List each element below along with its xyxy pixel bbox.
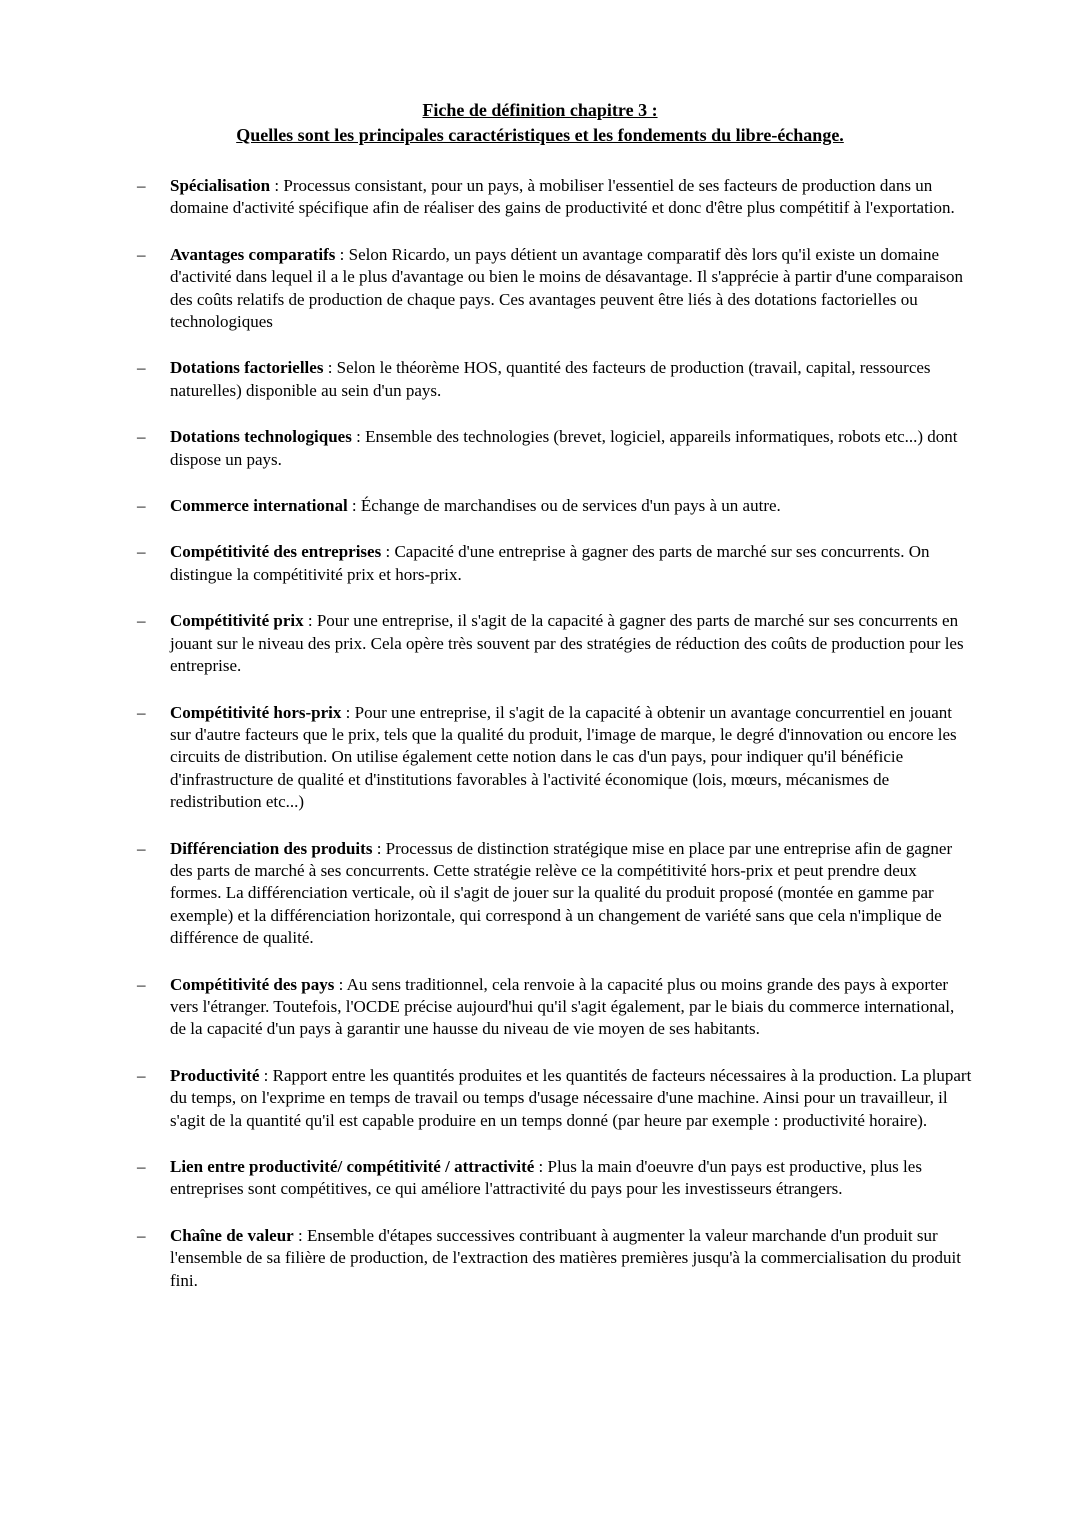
term-separator: : (341, 702, 355, 722)
definition-term: Chaîne de valeur (170, 1225, 294, 1245)
definition-item (137, 1156, 972, 1201)
definition-text: Au sens traditionnel, cela renvoie à la capacité plus ou moins grande des pays à exporter vers l'étranger. Toutefois, l'OCDE précise aujourd'hui qu'il s'agit également, par le biais du commerce international, de la capacité d'un pays à garantir une hausse du niveau de vie moyen de ses habitants. (170, 974, 955, 1039)
document-title (0, 98, 1080, 148)
dash-bullet: – (137, 427, 146, 447)
definition-text: Rapport entre les quantités produites et les quantités de facteurs nécessaires à la production. La plupart du temps, on l'exprime en temps de travail ou temps d'usage nécessaire d'une machine. Ainsi pour un travailleur, il s'agit de la quantité qu'il est capable produire en un temps donné (par heure par exemple : productivité horaire). (170, 1065, 972, 1130)
definition-term: Commerce international (170, 496, 348, 516)
term-separator: : (534, 1157, 548, 1176)
definition-item (137, 541, 972, 586)
definition-text: Échange de marchandises ou de services d'un pays à un autre. (360, 496, 781, 516)
definition-text: Processus de distinction stratégique mise en place par une entreprise afin de gagner des parts de marché à ses concurrents. Cette stratégie relève ce la compétitivité hors-prix et peut prendre deux formes. La différenciation verticale, où il s'agit de jouer sur la qualité du produit proposé (montée en gamme par exemple) et la différenciation horizontale, qui correspond à un changement de variété sans que cela n'implique de différence de qualité. (170, 838, 953, 948)
dash-bullet: – (137, 1157, 146, 1176)
dash-bullet: – (137, 611, 146, 631)
definition-term: Différenciation des produits (170, 838, 373, 858)
title-line-2: Quelles sont les principales caractéristiques et les fondements du libre-échange. (236, 125, 844, 145)
term-separator: : (372, 838, 386, 858)
term-separator: : (259, 1065, 273, 1085)
definition-text: Plus la main d'oeuvre d'un pays est productive, plus les entreprises sont compétitives, ce qui améliore l'attractivité du pays pour les investisseurs étrangers. (170, 1157, 922, 1199)
definition-item (137, 1225, 972, 1292)
dash-bullet: – (137, 1065, 146, 1085)
definition-text: Processus consistant, pour un pays, à mobiliser l'essentiel de ses facteurs de production dans un domaine d'activité spécifique afin de réaliser des gains de productivité et donc d'être plus compétitif à l'exportation. (170, 176, 955, 218)
definition-item (137, 610, 972, 677)
definition-item (137, 175, 972, 220)
definition-text: Selon Ricardo, un pays détient un avantage comparatif dès lors qu'il existe un domaine d'activité dans lequel il a le plus d'avantage ou bien le moins de désavantage. Il s'apprécie à partir d'une comparaison des coûts relatifs de production de chaque pays. Ces avantages peuvent être liés à des dotations factorielles ou technologiques (170, 244, 964, 332)
definition-text: Ensemble des technologies (brevet, logiciel, appareils informatiques, robots etc...) dont dispose un pays. (170, 427, 958, 469)
dash-bullet: – (137, 1225, 146, 1245)
definition-item (137, 357, 972, 402)
term-separator: : (270, 176, 284, 195)
definition-item (137, 426, 972, 471)
term-separator: : (347, 496, 361, 516)
definition-term: Compétitivité des entreprises (170, 542, 382, 562)
definition-term: Dotations factorielles (170, 358, 324, 378)
dash-bullet: – (137, 702, 146, 722)
definition-term: Spécialisation (170, 176, 271, 195)
definition-item (137, 974, 972, 1041)
dash-bullet: – (137, 244, 146, 264)
definitions-list (137, 175, 972, 1292)
term-separator: : (323, 358, 337, 378)
term-separator: : (334, 974, 347, 994)
definition-item (137, 1065, 972, 1132)
dash-bullet: – (137, 542, 146, 562)
dash-bullet: – (137, 176, 146, 195)
definition-item (137, 702, 972, 814)
term-separator: : (381, 542, 395, 562)
definition-term: Compétitivité hors-prix (170, 702, 342, 722)
definition-term: Productivité (170, 1065, 260, 1085)
term-separator: : (303, 611, 317, 631)
definition-term: Lien entre productivité/ compétitivité / attractivité (170, 1157, 535, 1176)
definition-term: Compétitivité prix (170, 611, 304, 631)
definition-text: Selon le théorème HOS, quantité des facteurs de production (travail, capital, ressources naturelles) disponible au sein d'un pays. (170, 358, 931, 400)
dash-bullet: – (137, 358, 146, 378)
definition-term: Dotations technologiques (170, 427, 352, 447)
title-line-1: Fiche de définition chapitre 3 : (422, 100, 658, 120)
definition-text: Pour une entreprise, il s'agit de la capacité à gagner des parts de marché sur ses concurrents en jouant sur le niveau des prix. Cela opère très souvent par des stratégies de réduction des coûts de production pour les entreprise. (170, 611, 964, 676)
definition-text: Ensemble d'étapes successives contribuant à augmenter la valeur marchande d'un produit sur l'ensemble de sa filière de production, de l'extraction des matières premières jusqu'à la commercialisation du produit fini. (170, 1225, 961, 1290)
term-separator: : (351, 427, 366, 447)
term-separator: : (335, 244, 349, 264)
term-separator: : (293, 1225, 307, 1245)
definition-item (137, 244, 972, 334)
definition-text: Capacité d'une entreprise à gagner des parts de marché sur ses concurrents. On distingue la compétitivité prix et hors-prix. (170, 542, 930, 584)
definition-term: Avantages comparatifs (170, 244, 336, 264)
dash-bullet: – (137, 838, 146, 858)
dash-bullet: – (137, 496, 146, 516)
definition-item (137, 495, 972, 517)
dash-bullet: – (137, 974, 146, 994)
definition-term: Compétitivité des pays (170, 974, 335, 994)
definition-item (137, 838, 972, 950)
definition-text: Pour une entreprise, il s'agit de la capacité à obtenir un avantage concurrentiel en jouant sur d'autre facteurs que le prix, tels que la qualité du produit, l'image de marque, le degré d'innovation ou encore les circuits de distribution. On utilise également cette notion dans le cas d'un pays, pour indiquer qu'il bénéficie d'infrastructure de qualité et d'institutions favorables à l'activité économique (lois, mœurs, mécanismes de redistribution etc...) (170, 702, 957, 812)
